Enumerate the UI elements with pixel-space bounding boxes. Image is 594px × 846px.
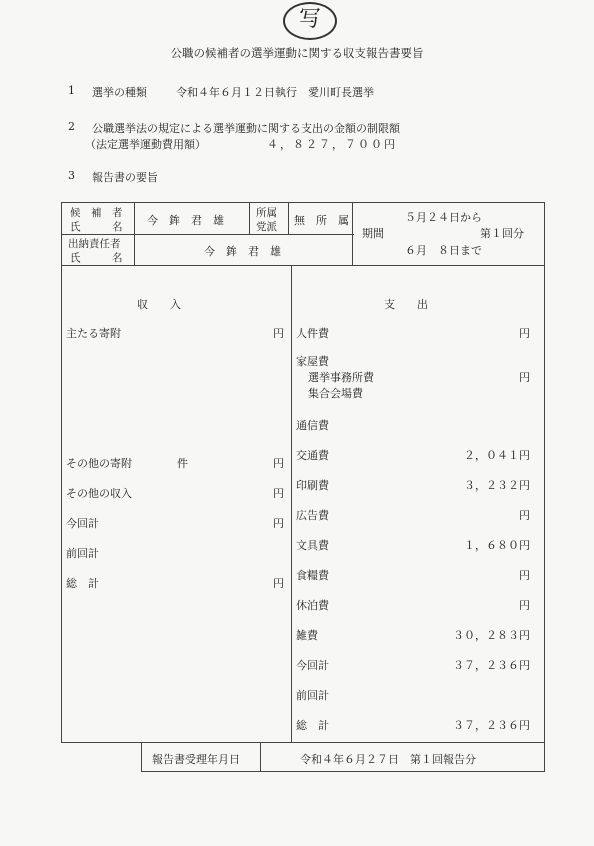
document-title: 公職の候補者の選挙運動に関する収支報告書要旨 [170,46,424,60]
income-label: 前回計 [66,547,99,560]
income-label: 主たる寄附 [66,327,121,340]
period-from: ５月２４日から [405,211,482,224]
income-count: 件 [177,457,188,470]
expense-label: 通信費 [296,419,329,432]
item3-label: 報告書の要旨 [92,171,158,184]
income-heading: 収 入 [137,298,181,311]
period-label: 期間 [362,227,384,240]
item3-num: 3 [68,169,75,182]
period-count: 第１回分 [480,227,524,240]
candidate-name: 今 鉾 君 雄 [147,214,224,227]
party-label-1: 所属 [256,207,277,219]
expense-amount: ３７，２３６円 [453,719,530,732]
income-label: 総 計 [66,577,99,590]
item2-label: 公職選挙法の規定による選挙運動に関する支出の金額の制限額 [92,122,400,135]
expense-label: 集合会場費 [308,387,363,400]
income-amount: 円 [273,517,284,530]
party-label-2: 党派 [256,221,277,233]
treasurer-label-2: 氏 名 [70,252,123,264]
expense-label: 休泊費 [296,599,329,612]
expense-amount: 円 [519,569,530,582]
item2-num: 2 [68,120,75,133]
expense-amount: 円 [519,371,530,384]
expense-label: 交通費 [296,449,329,462]
income-label: その他の収入 [66,487,132,500]
item2-amount: ４，８２７，７００円 [267,138,397,151]
item1-label: 選挙の種類 [92,86,147,99]
copy-stamp: 写 [283,2,337,40]
expense-amount: ３，２３２円 [464,479,530,492]
income-amount: 円 [273,457,284,470]
expense-amount: ３０，２８３円 [453,629,530,642]
expense-amount: ２，０４１円 [464,449,530,462]
income-amount: 円 [273,577,284,590]
treasurer-label-1: 出納責任者 [68,238,121,250]
expense-label: 今回計 [296,659,329,672]
expense-label: 印刷費 [296,479,329,492]
income-label: 今回計 [66,517,99,530]
party-value: 無 所 属 [294,214,349,227]
item2-sub: （法定選挙運動費用額） [85,138,206,151]
expense-label: 家屋費 [296,355,329,368]
expense-label: 前回計 [296,689,329,702]
item1-num: 1 [68,84,75,97]
receipt-date-label: 報告書受理年月日 [152,753,240,766]
income-amount: 円 [273,327,284,340]
receipt-date-box [141,743,545,772]
expense-label: 広告費 [296,509,329,522]
item1-value: 令和４年６月１２日執行 愛川町長選挙 [176,86,374,99]
treasurer-name: 今 鉾 君 雄 [204,245,281,258]
candidate-label-1: 候 補 者 [70,207,123,219]
candidate-label-2: 氏 名 [70,221,123,233]
expense-label: 文具費 [296,539,329,552]
period-to: ６月 ８日まで [405,244,482,257]
expense-amount: 円 [519,327,530,340]
expense-label: 雑費 [296,629,318,642]
receipt-date-value: 令和４年６月２７日 第１回報告分 [300,753,476,766]
income-label: その他の寄附 [66,457,132,470]
expense-label: 総 計 [296,719,329,732]
expense-label: 人件費 [296,327,329,340]
expense-amount: １，６８０円 [464,539,530,552]
income-amount: 円 [273,487,284,500]
expense-amount: 円 [519,509,530,522]
expense-amount: 円 [519,599,530,612]
expense-label: 食糧費 [296,569,329,582]
report-table [61,202,545,743]
expense-amount: ３７，２３６円 [453,659,530,672]
expense-heading: 支 出 [384,298,428,311]
expense-label: 選挙事務所費 [308,371,374,384]
